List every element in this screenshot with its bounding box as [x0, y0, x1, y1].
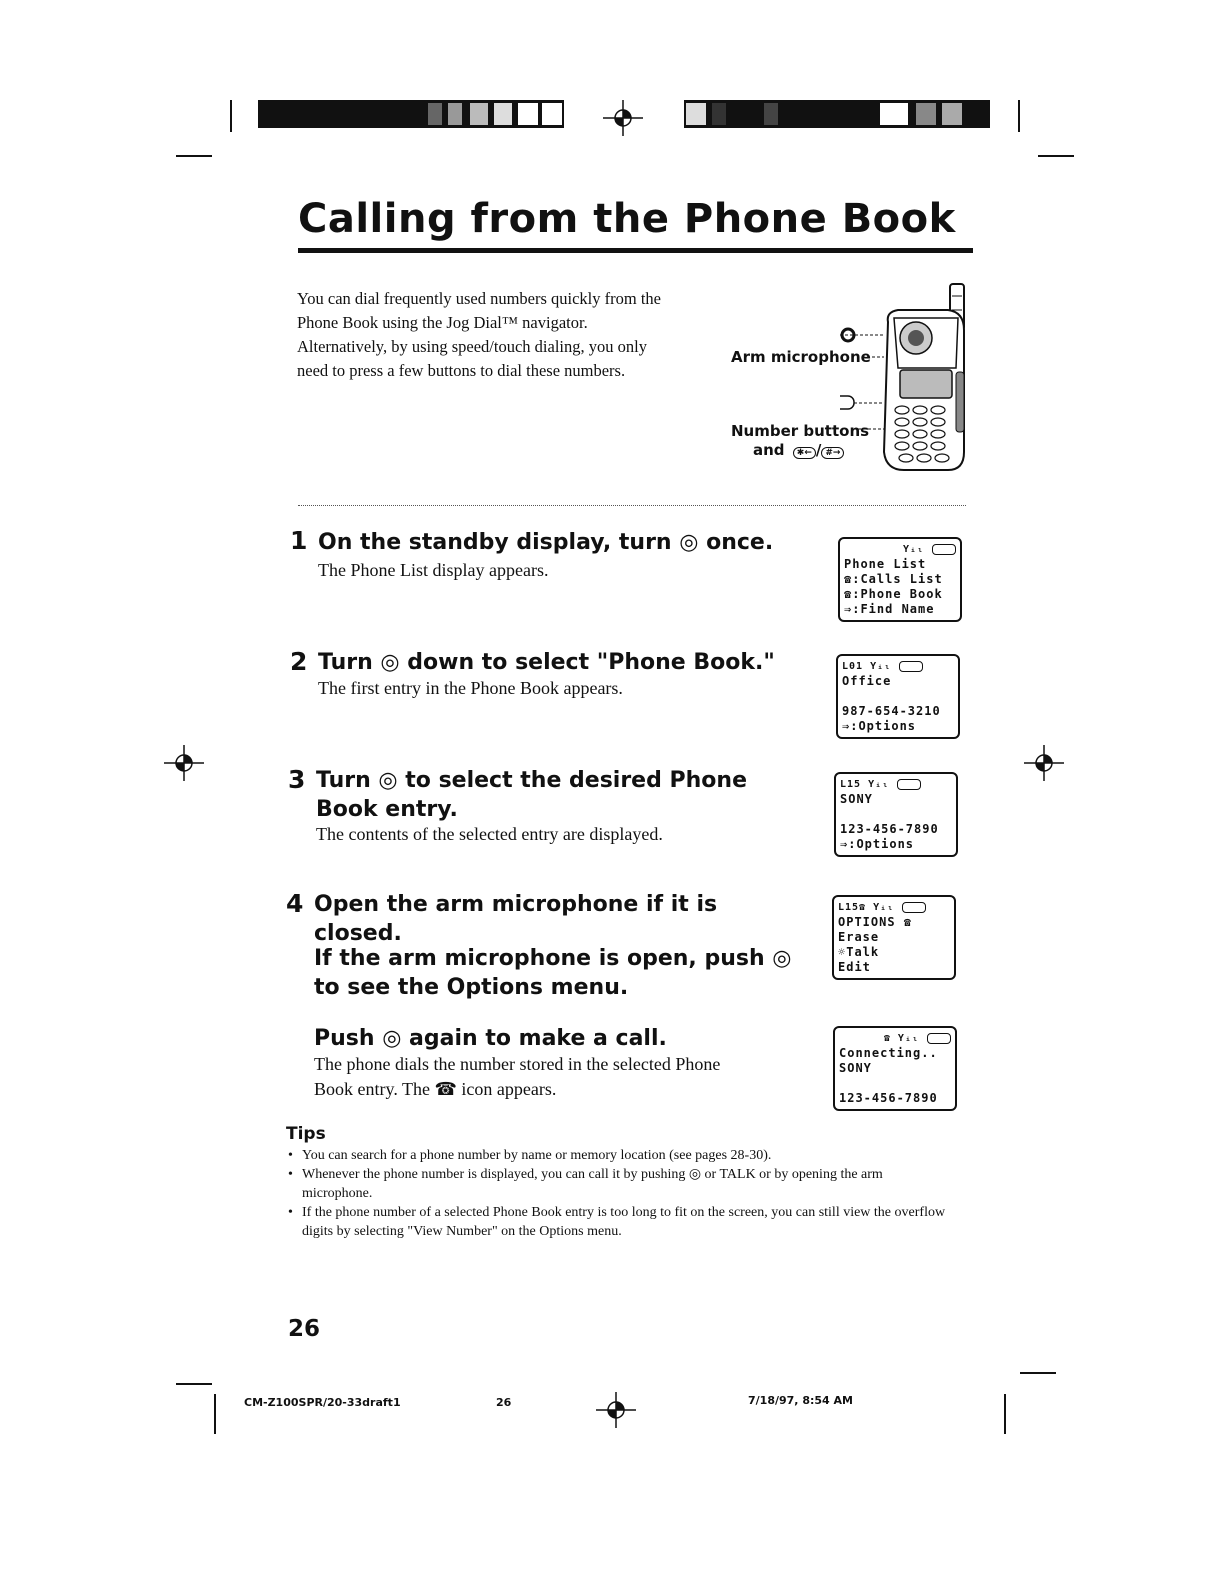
step-heading: Turn ◎ down to select "Phone Book."	[318, 650, 775, 675]
lcd-line: SONY	[839, 1061, 872, 1075]
lcd-screen-phone-book-entry	[836, 654, 960, 739]
lcd-line: 987-654-3210	[842, 704, 941, 718]
footer-file: CM-Z100SPR/20-33draft1	[244, 1396, 401, 1409]
step-heading-options: If the arm microphone is open, push ◎ to see the Options menu.	[314, 946, 792, 1000]
lcd-line	[842, 689, 954, 704]
tips-heading: Tips	[286, 1124, 326, 1144]
hash-key-icon: #→	[821, 447, 844, 459]
battery-icon	[932, 544, 956, 555]
tip-item: • You can search for a phone number by name or memory location (see pages 28-30).	[286, 1146, 956, 1165]
number-buttons-label: Number buttons	[731, 422, 870, 440]
lcd-status: L15 Yᵢₗ	[840, 779, 890, 790]
tip-item: • If the phone number of a selected Phone Book entry is too long to fit on the screen, you can still view the overflow digits by selecting "View Number" on the Options menu.	[286, 1203, 956, 1241]
and-label: and	[753, 441, 785, 459]
lcd-line: 123-456-7890	[839, 1091, 938, 1105]
lcd-line: ☎:Calls List	[844, 572, 943, 586]
crop-mark	[1018, 100, 1020, 132]
lcd-line: Office	[842, 674, 892, 688]
star-key-icon: ✱←	[793, 447, 816, 459]
lcd-line: ⇒:Find Name	[844, 602, 935, 616]
lcd-status: ☎ Yᵢₗ	[883, 1033, 919, 1044]
step-body: The Phone List display appears.	[318, 560, 549, 580]
tip-item: • Whenever the phone number is displayed, you can call it by pushing ◎ or TALK or by opening the arm microphone.	[286, 1165, 956, 1203]
lcd-line: Connecting..	[839, 1046, 938, 1060]
intro-paragraph: You can dial frequently used numbers quickly from the Phone Book using the Jog Dial™ navigator. Alternatively, by using speed/touch dialing, you only need to press a few buttons to dial these numbers.	[297, 289, 661, 380]
phone-illustration	[840, 282, 970, 477]
title-rule	[298, 248, 973, 253]
step-body: The first entry in the Phone Book appears.	[318, 678, 623, 698]
page-title: Calling from the Phone Book	[298, 196, 956, 242]
step-heading: Turn ◎ to select the desired Phone Book entry.	[316, 768, 747, 822]
lcd-line: OPTIONS ☎	[838, 915, 913, 929]
lcd-line: ⇒:Options	[840, 837, 915, 851]
crop-mark	[230, 100, 232, 132]
footer-page: 26	[496, 1396, 512, 1409]
crop-mark	[214, 1394, 216, 1434]
step-number: 2	[290, 647, 308, 676]
step-number: 1	[290, 526, 308, 555]
page-number: 26	[288, 1316, 321, 1342]
lcd-line: SONY	[840, 792, 873, 806]
registration-target-icon	[1024, 745, 1064, 781]
section-separator	[298, 505, 966, 506]
footer-date: 7/18/97, 8:54 AM	[748, 1394, 853, 1407]
battery-icon	[899, 661, 923, 672]
lcd-line: ⇒:Options	[842, 719, 917, 733]
registration-target-icon	[603, 100, 643, 136]
step-body: The contents of the selected entry are displayed.	[316, 824, 663, 844]
crop-mark	[1004, 1394, 1006, 1434]
lcd-screen-phone-list	[838, 537, 962, 622]
lcd-line: Erase	[838, 930, 880, 944]
lcd-line: ☼Talk	[838, 945, 880, 959]
lcd-status: L01 Yᵢₗ	[842, 661, 892, 672]
lcd-status: Yᵢₗ	[902, 544, 924, 555]
arm-microphone-label: Arm microphone	[731, 348, 871, 366]
crop-mark	[1038, 155, 1074, 157]
crop-mark	[1020, 1372, 1056, 1374]
lcd-line: Phone List	[844, 557, 927, 571]
registration-target-icon	[596, 1392, 636, 1428]
lcd-status: L15☎ Yᵢₗ	[838, 902, 895, 913]
step-number: 3	[288, 765, 306, 794]
lcd-line: Edit	[838, 960, 871, 974]
battery-icon	[902, 902, 926, 913]
lcd-line: 123-456-7890	[840, 822, 939, 836]
step-heading: Open the arm microphone if it is closed.	[314, 892, 718, 946]
registration-strip-left	[258, 100, 564, 128]
and-keys-label: and ✱← / #→	[753, 441, 844, 459]
lcd-screen-connecting	[833, 1026, 957, 1111]
lcd-line	[840, 807, 952, 822]
step-body: The phone dials the number stored in the selected Phone Book entry. The ☎ icon appears.	[314, 1054, 721, 1099]
lcd-screen-selected-entry	[834, 772, 958, 857]
lcd-screen-options-menu	[832, 895, 956, 980]
step-heading-call: Push ◎ again to make a call.	[314, 1026, 667, 1051]
registration-strip-right	[684, 100, 990, 128]
lcd-line: ☎:Phone Book	[844, 587, 943, 601]
lcd-line	[839, 1076, 951, 1091]
crop-mark	[176, 155, 212, 157]
tips-list	[286, 1146, 956, 1241]
step-heading: On the standby display, turn ◎ once.	[318, 530, 774, 555]
crop-mark	[176, 1383, 212, 1385]
step-number: 4	[286, 889, 304, 918]
battery-icon	[897, 779, 921, 790]
registration-target-icon	[164, 745, 204, 781]
battery-icon	[927, 1033, 951, 1044]
